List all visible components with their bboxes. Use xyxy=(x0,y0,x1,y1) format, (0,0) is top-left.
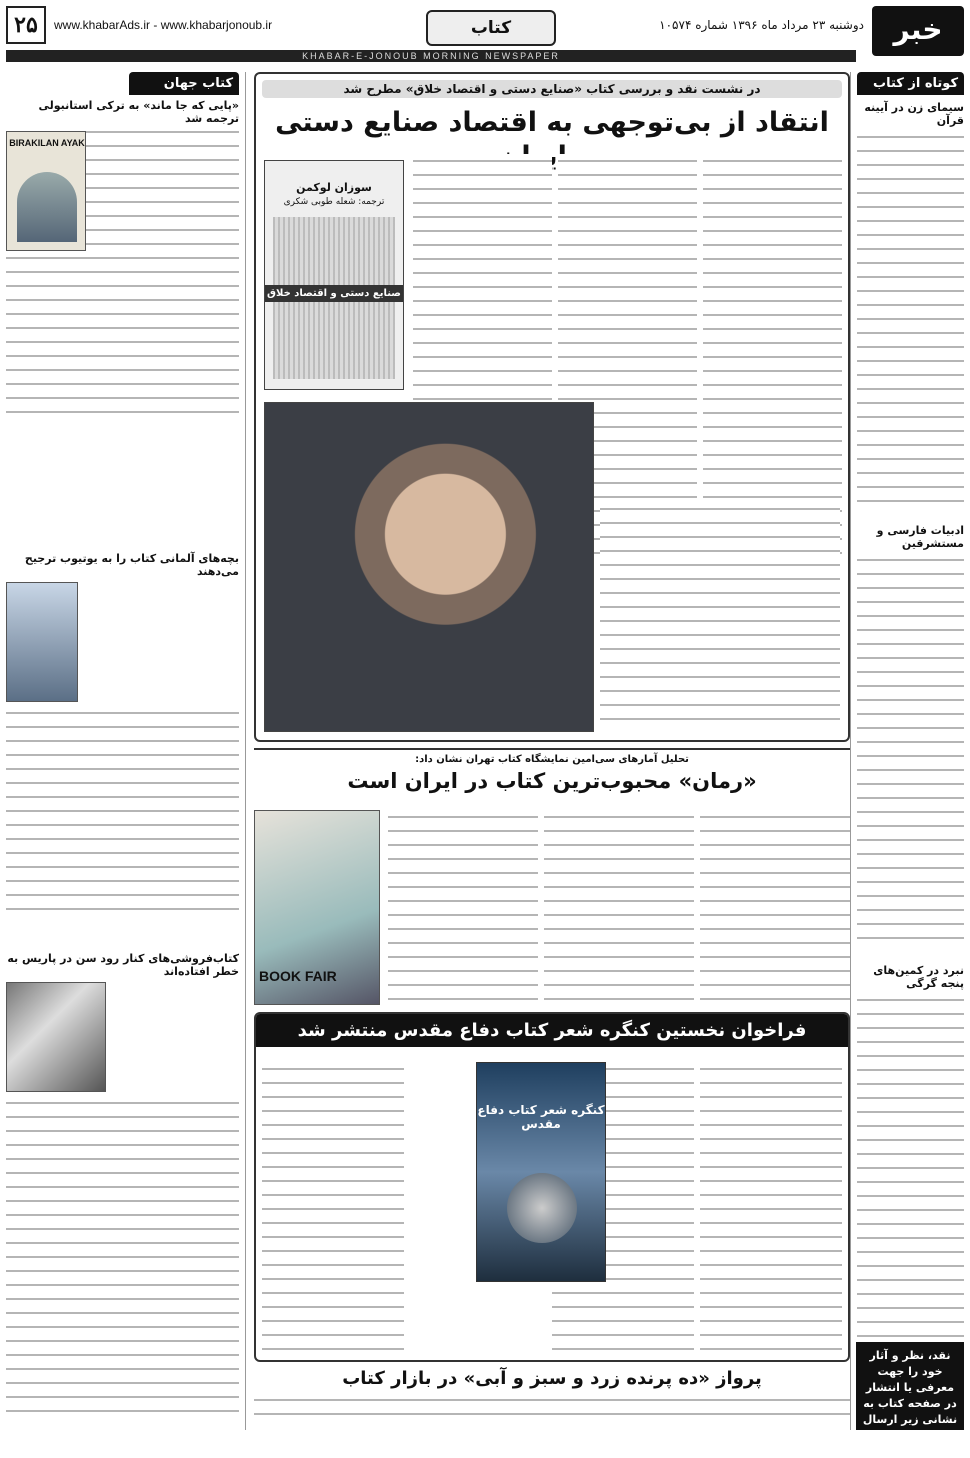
book-cover-title: BIRAKILAN AYAK xyxy=(9,138,85,148)
text-column xyxy=(700,1062,842,1354)
books-stack-photo xyxy=(6,582,78,702)
book-cover-image xyxy=(264,160,404,390)
book-cover-figure xyxy=(17,172,77,242)
story-title: پرواز «ده پرنده زرد و سبز و آبی» در بازار کتاب xyxy=(342,1368,762,1389)
story-title: «رمان» محبوب‌ترین کتاب در ایران است xyxy=(347,769,757,793)
body-text-lines xyxy=(857,993,964,1348)
website-urls[interactable]: www.khabarAds.ir - www.khabarjonoub.ir xyxy=(54,18,273,32)
short-news-block-2 xyxy=(857,524,964,954)
world-book-article-3 xyxy=(6,952,239,1422)
book-fair-poster xyxy=(254,810,380,1005)
newspaper-logo: خبر xyxy=(872,6,964,56)
story-title: فراخوان نخستین کنگره شعر کتاب دفاع مقدس منتشر شد xyxy=(256,1014,848,1047)
poster-emblem xyxy=(507,1173,577,1243)
bookstall-photo xyxy=(6,982,106,1092)
book-translator: ترجمه: شعله طوبی شکری xyxy=(283,197,385,207)
submission-email-link[interactable]: ketab@khabarads.com xyxy=(860,1448,960,1458)
center-column xyxy=(254,72,850,1430)
page-number: ۲۵ xyxy=(6,6,46,44)
masthead xyxy=(6,6,964,64)
submission-ad-text: نقد، نظر و آثار خود را جهت معرفی یا انتشار در صفحه کتاب به نشانی زیر ارسال نمایید: xyxy=(862,1349,958,1442)
world-books-header-row xyxy=(6,72,239,95)
text-column xyxy=(700,810,850,1005)
text-column xyxy=(262,1062,404,1354)
body-text-lines xyxy=(857,130,964,510)
speaker-portrait-photo xyxy=(264,402,594,732)
text-column xyxy=(544,810,694,1005)
short-news-item-title-3: نبرد در کمین‌های پنجه گرگی xyxy=(873,964,964,990)
book-cover-image xyxy=(6,131,86,251)
body-text-lines xyxy=(600,502,840,732)
article-title: بچه‌های آلمانی کتاب را به یوتیوب ترجیح می‌دهند xyxy=(24,552,239,578)
left-column xyxy=(6,72,246,1430)
article-title: «پایی که جا ماند» به ترکی استانبولی ترجمه شد xyxy=(38,99,239,125)
text-column xyxy=(388,810,538,1005)
main-story-title: انتقاد از بی‌توجهی به اقتصاد صنایع دستی xyxy=(275,107,829,138)
short-news-item-title-1: سیمای زن در آیینه قرآن xyxy=(864,101,964,127)
congress-poster xyxy=(476,1062,606,1282)
body-text-lines xyxy=(254,1393,850,1427)
short-news-block-3 xyxy=(857,964,964,1354)
short-news-item-title-2: ادبیات فارسی و مستشرقین xyxy=(876,524,964,550)
book-fair-label: BOOK FAIR xyxy=(259,968,337,984)
world-book-article-2 xyxy=(6,552,239,942)
masthead-banner: KHABAR-E-JONOUB MORNING NEWSPAPER xyxy=(6,50,856,62)
story-kicker: تحلیل آمارهای سی‌امین نمایشگاه کتاب تهران نشان داد: xyxy=(415,754,689,765)
book-fair-story xyxy=(254,748,850,1008)
world-book-article-1 xyxy=(6,72,239,542)
world-books-header: کتاب جهان xyxy=(129,72,239,95)
body-text-lines xyxy=(857,553,964,948)
right-column xyxy=(850,72,964,1458)
body-text-lines xyxy=(6,1096,239,1416)
article-title: کتاب‌فروشی‌های کنار رود سن در پاریس به خطر افتاده‌اند xyxy=(7,952,239,978)
poetry-congress-story xyxy=(254,1012,850,1362)
body-text-lines xyxy=(6,706,239,916)
main-story xyxy=(254,72,850,742)
short-news-header: کوتاه از کتاب xyxy=(857,72,964,95)
section-tab: کتاب xyxy=(426,10,556,46)
book-author: سوزان لوکمن xyxy=(296,181,372,194)
new-book-story xyxy=(254,1368,850,1428)
book-title: صنایع دستی و اقتصاد خلاق xyxy=(265,285,403,302)
main-story-kicker: در نشست نقد و بررسی کتاب «صنایع دستی و اقتصاد خلاق» مطرح شد xyxy=(262,80,842,98)
text-column xyxy=(703,154,842,554)
story-columns xyxy=(388,810,850,1005)
submission-ad-box xyxy=(856,1342,964,1458)
short-news-block-1 xyxy=(857,72,964,514)
date-issue-line: دوشنبه ۲۳ مرداد ماه ۱۳۹۶ شماره ۱۰۵۷۴ xyxy=(659,18,864,32)
poster-title: کنگره شعر کتاب دفاع مقدس xyxy=(477,1103,605,1131)
